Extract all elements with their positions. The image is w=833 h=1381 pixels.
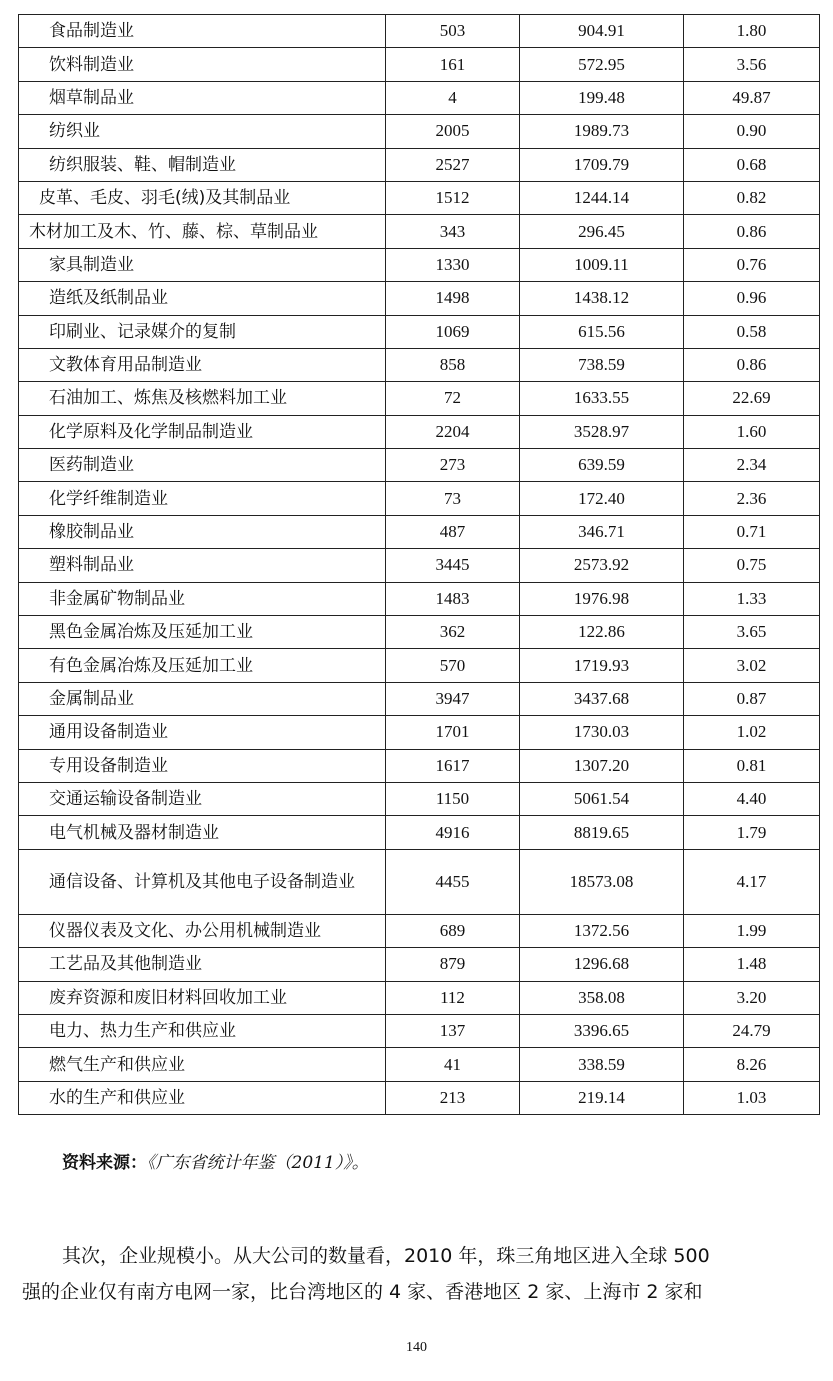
count-cell: 112	[386, 981, 520, 1014]
industry-name-cell: 医药制造业	[19, 449, 386, 482]
industry-name-cell: 烟草制品业	[19, 81, 386, 114]
count-cell: 273	[386, 449, 520, 482]
ratio-cell: 0.81	[684, 749, 820, 782]
industry-name-cell: 饮料制造业	[19, 48, 386, 81]
count-cell: 1483	[386, 582, 520, 615]
table-row	[19, 782, 820, 815]
count-cell: 1701	[386, 716, 520, 749]
count-cell: 3947	[386, 682, 520, 715]
ratio-cell: 1.03	[684, 1081, 820, 1114]
industry-name-cell: 文教体育用品制造业	[19, 348, 386, 381]
value-cell: 3528.97	[520, 415, 684, 448]
ratio-cell: 3.65	[684, 616, 820, 649]
ratio-cell: 22.69	[684, 382, 820, 415]
ratio-cell: 0.75	[684, 549, 820, 582]
ratio-cell: 0.58	[684, 315, 820, 348]
industry-name-cell: 金属制品业	[19, 682, 386, 715]
value-cell: 3396.65	[520, 1014, 684, 1047]
count-cell: 41	[386, 1048, 520, 1081]
table-row	[19, 981, 820, 1014]
table-row	[19, 115, 820, 148]
table-row	[19, 348, 820, 381]
count-cell: 4455	[386, 849, 520, 914]
count-cell: 362	[386, 616, 520, 649]
value-cell: 1976.98	[520, 582, 684, 615]
value-cell: 738.59	[520, 348, 684, 381]
value-cell: 219.14	[520, 1081, 684, 1114]
value-cell: 1633.55	[520, 382, 684, 415]
table-row	[19, 81, 820, 114]
count-cell: 2527	[386, 148, 520, 181]
table-row	[19, 482, 820, 515]
industry-name-cell: 黑色金属冶炼及压延加工业	[19, 616, 386, 649]
value-cell: 172.40	[520, 482, 684, 515]
source-note	[62, 1148, 369, 1173]
industry-name-cell: 有色金属冶炼及压延加工业	[19, 649, 386, 682]
count-cell: 73	[386, 482, 520, 515]
count-cell: 879	[386, 948, 520, 981]
industry-name-cell: 交通运输设备制造业	[19, 782, 386, 815]
ratio-cell: 0.96	[684, 282, 820, 315]
industry-name-cell: 化学原料及化学制品制造业	[19, 415, 386, 448]
ratio-cell: 0.87	[684, 682, 820, 715]
ratio-cell: 0.86	[684, 215, 820, 248]
ratio-cell: 4.40	[684, 782, 820, 815]
industry-name-cell: 非金属矿物制品业	[19, 582, 386, 615]
value-cell: 338.59	[520, 1048, 684, 1081]
table-row	[19, 215, 820, 248]
table-row	[19, 549, 820, 582]
value-cell: 1438.12	[520, 282, 684, 315]
industry-name-cell: 石油加工、炼焦及核燃料加工业	[19, 382, 386, 415]
table-row	[19, 616, 820, 649]
value-cell: 358.08	[520, 981, 684, 1014]
table-row	[19, 1081, 820, 1114]
table-row	[19, 914, 820, 947]
industry-name-cell: 工艺品及其他制造业	[19, 948, 386, 981]
table-row	[19, 48, 820, 81]
count-cell: 1150	[386, 782, 520, 815]
count-cell: 858	[386, 348, 520, 381]
count-cell: 503	[386, 15, 520, 48]
ratio-cell: 1.48	[684, 948, 820, 981]
value-cell: 122.86	[520, 616, 684, 649]
table-row	[19, 582, 820, 615]
table-row	[19, 415, 820, 448]
value-cell: 346.71	[520, 515, 684, 548]
value-cell: 8819.65	[520, 816, 684, 849]
industry-name-cell: 食品制造业	[19, 15, 386, 48]
value-cell: 296.45	[520, 215, 684, 248]
ratio-cell: 1.33	[684, 582, 820, 615]
industry-name-cell: 造纸及纸制品业	[19, 282, 386, 315]
industry-table	[18, 14, 820, 1115]
industry-name-cell: 印刷业、记录媒介的复制	[19, 315, 386, 348]
table-row	[19, 1048, 820, 1081]
table-row	[19, 315, 820, 348]
table-row	[19, 682, 820, 715]
table-row	[19, 282, 820, 315]
count-cell: 161	[386, 48, 520, 81]
count-cell: 343	[386, 215, 520, 248]
source-label: 资料来源：	[62, 1153, 147, 1173]
industry-name-cell: 废弃资源和废旧材料回收加工业	[19, 981, 386, 1014]
value-cell: 1730.03	[520, 716, 684, 749]
paragraph-line-1: 其次，企业规模小。从大公司的数量看，2010 年，珠三角地区进入全球 500	[62, 1245, 710, 1267]
page-number: 140	[406, 1340, 427, 1355]
table-row	[19, 449, 820, 482]
ratio-cell: 24.79	[684, 1014, 820, 1047]
ratio-cell: 49.87	[684, 81, 820, 114]
ratio-cell: 0.71	[684, 515, 820, 548]
count-cell: 4	[386, 81, 520, 114]
table-row	[19, 382, 820, 415]
ratio-cell: 3.20	[684, 981, 820, 1014]
ratio-cell: 3.56	[684, 48, 820, 81]
count-cell: 487	[386, 515, 520, 548]
ratio-cell: 0.68	[684, 148, 820, 181]
industry-name-cell: 专用设备制造业	[19, 749, 386, 782]
count-cell: 2005	[386, 115, 520, 148]
count-cell: 1617	[386, 749, 520, 782]
value-cell: 904.91	[520, 15, 684, 48]
table-row	[19, 15, 820, 48]
table-row	[19, 1014, 820, 1047]
table-row	[19, 749, 820, 782]
industry-name-cell: 仪器仪表及文化、办公用机械制造业	[19, 914, 386, 947]
industry-name-cell: 通信设备、计算机及其他电子设备制造业	[19, 849, 386, 914]
ratio-cell: 1.79	[684, 816, 820, 849]
industry-name-cell: 电力、热力生产和供应业	[19, 1014, 386, 1047]
ratio-cell: 1.80	[684, 15, 820, 48]
industry-name-cell: 家具制造业	[19, 248, 386, 281]
industry-name-cell: 木材加工及木、竹、藤、棕、草制品业	[19, 215, 386, 248]
value-cell: 199.48	[520, 81, 684, 114]
industry-name-cell: 电气机械及器材制造业	[19, 816, 386, 849]
value-cell: 1709.79	[520, 148, 684, 181]
count-cell: 137	[386, 1014, 520, 1047]
ratio-cell: 8.26	[684, 1048, 820, 1081]
value-cell: 1009.11	[520, 248, 684, 281]
value-cell: 639.59	[520, 449, 684, 482]
value-cell: 2573.92	[520, 549, 684, 582]
ratio-cell: 4.17	[684, 849, 820, 914]
value-cell: 1989.73	[520, 115, 684, 148]
industry-name-cell: 通用设备制造业	[19, 716, 386, 749]
ratio-cell: 0.90	[684, 115, 820, 148]
source-text: 《广东省统计年鉴（2011）》。	[147, 1153, 369, 1173]
body-paragraph	[22, 1238, 822, 1310]
ratio-cell: 0.82	[684, 181, 820, 214]
ratio-cell: 3.02	[684, 649, 820, 682]
table-row	[19, 816, 820, 849]
industry-name-cell: 纺织服装、鞋、帽制造业	[19, 148, 386, 181]
table-row	[19, 181, 820, 214]
table-row	[19, 248, 820, 281]
count-cell: 1498	[386, 282, 520, 315]
count-cell: 4916	[386, 816, 520, 849]
count-cell: 1330	[386, 248, 520, 281]
table-row	[19, 515, 820, 548]
table-row	[19, 649, 820, 682]
value-cell: 5061.54	[520, 782, 684, 815]
count-cell: 213	[386, 1081, 520, 1114]
ratio-cell: 1.02	[684, 716, 820, 749]
ratio-cell: 0.86	[684, 348, 820, 381]
table-row	[19, 148, 820, 181]
ratio-cell: 0.76	[684, 248, 820, 281]
ratio-cell: 2.34	[684, 449, 820, 482]
value-cell: 615.56	[520, 315, 684, 348]
value-cell: 572.95	[520, 48, 684, 81]
count-cell: 1512	[386, 181, 520, 214]
value-cell: 1372.56	[520, 914, 684, 947]
count-cell: 570	[386, 649, 520, 682]
value-cell: 3437.68	[520, 682, 684, 715]
value-cell: 1307.20	[520, 749, 684, 782]
industry-name-cell: 皮革、毛皮、羽毛(绒)及其制品业	[19, 181, 386, 214]
ratio-cell: 1.60	[684, 415, 820, 448]
ratio-cell: 2.36	[684, 482, 820, 515]
ratio-cell: 1.99	[684, 914, 820, 947]
count-cell: 1069	[386, 315, 520, 348]
table-row	[19, 849, 820, 914]
count-cell: 689	[386, 914, 520, 947]
industry-name-cell: 橡胶制品业	[19, 515, 386, 548]
paragraph-line-2: 强的企业仅有南方电网一家，比台湾地区的 4 家、香港地区 2 家、上海市 2 家和	[22, 1281, 703, 1303]
count-cell: 2204	[386, 415, 520, 448]
value-cell: 18573.08	[520, 849, 684, 914]
value-cell: 1244.14	[520, 181, 684, 214]
industry-name-cell: 化学纤维制造业	[19, 482, 386, 515]
count-cell: 72	[386, 382, 520, 415]
industry-name-cell: 燃气生产和供应业	[19, 1048, 386, 1081]
industry-name-cell: 塑料制品业	[19, 549, 386, 582]
count-cell: 3445	[386, 549, 520, 582]
table-row	[19, 948, 820, 981]
industry-name-cell: 纺织业	[19, 115, 386, 148]
table-row	[19, 716, 820, 749]
industry-name-cell: 水的生产和供应业	[19, 1081, 386, 1114]
industry-table-body	[19, 15, 820, 1115]
value-cell: 1296.68	[520, 948, 684, 981]
value-cell: 1719.93	[520, 649, 684, 682]
